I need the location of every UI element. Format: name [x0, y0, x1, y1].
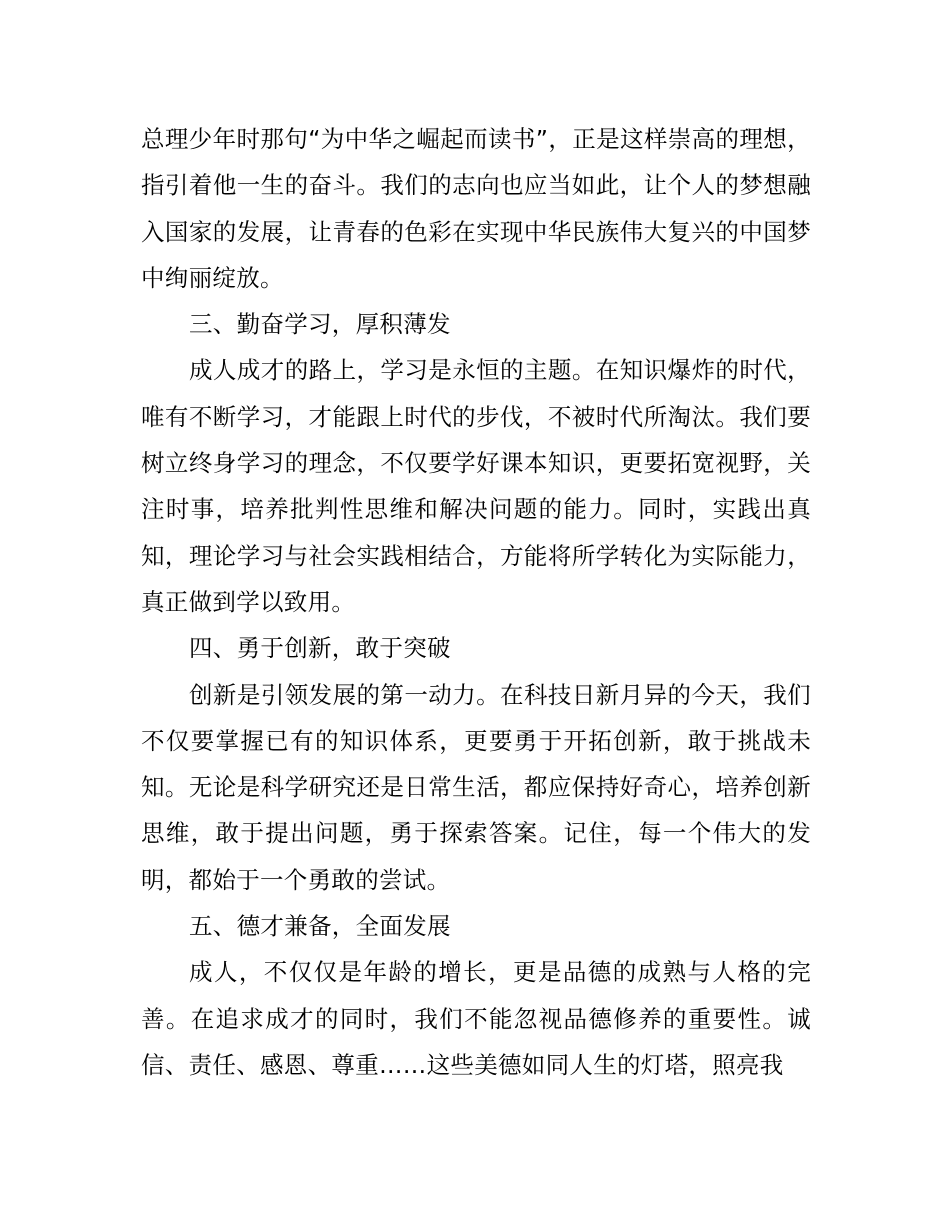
paragraph-virtue: 成人，不仅仅是年龄的增长，更是品德的成熟与人格的完善。在追求成才的同时，我们不能忽视品德修养的重要性。诚信、责任、感恩、尊重……这些美德如同人生的灯塔，照亮我 [141, 958, 811, 1079]
section-heading-3: 三、勤奋学习，厚积薄发 [189, 310, 451, 339]
paragraph-study: 成人成才的路上，学习是永恒的主题。在知识爆炸的时代，唯有不断学习，才能跟上时代的步伐，不被时代所淘汰。我们要树立终身学习的理念，不仅要学好课本知识，更要拓宽视野，关注时事，培养批判性思维和解决问题的能力。同时，实践出真知，理论学习与社会实践相结合，方能将所学转化为实际能力，真正做到学以致用。 [141, 356, 811, 616]
paragraph-innovation: 创新是引领发展的第一动力。在科技日新月异的今天，我们不仅要掌握已有的知识体系，更要勇于开拓创新，敢于挑战未知。无论是科学研究还是日常生活，都应保持好奇心，培养创新思维，敢于提出问题，勇于探索答案。记住，每一个伟大的发明，都始于一个勇敢的尝试。 [141, 680, 811, 894]
section-heading-4: 四、勇于创新，敢于突破 [189, 634, 451, 663]
document-body [141, 116, 811, 1088]
paragraph-continuation: 总理少年时那句“为中华之崛起而读书”，正是这样崇高的理想，指引着他一生的奋斗。我们的志向也应当如此，让个人的梦想融入国家的发展，让青春的色彩在实现中华民族伟大复兴的中国梦中绚丽绽放。 [141, 125, 811, 292]
section-heading-5: 五、德才兼备，全面发展 [189, 912, 451, 941]
